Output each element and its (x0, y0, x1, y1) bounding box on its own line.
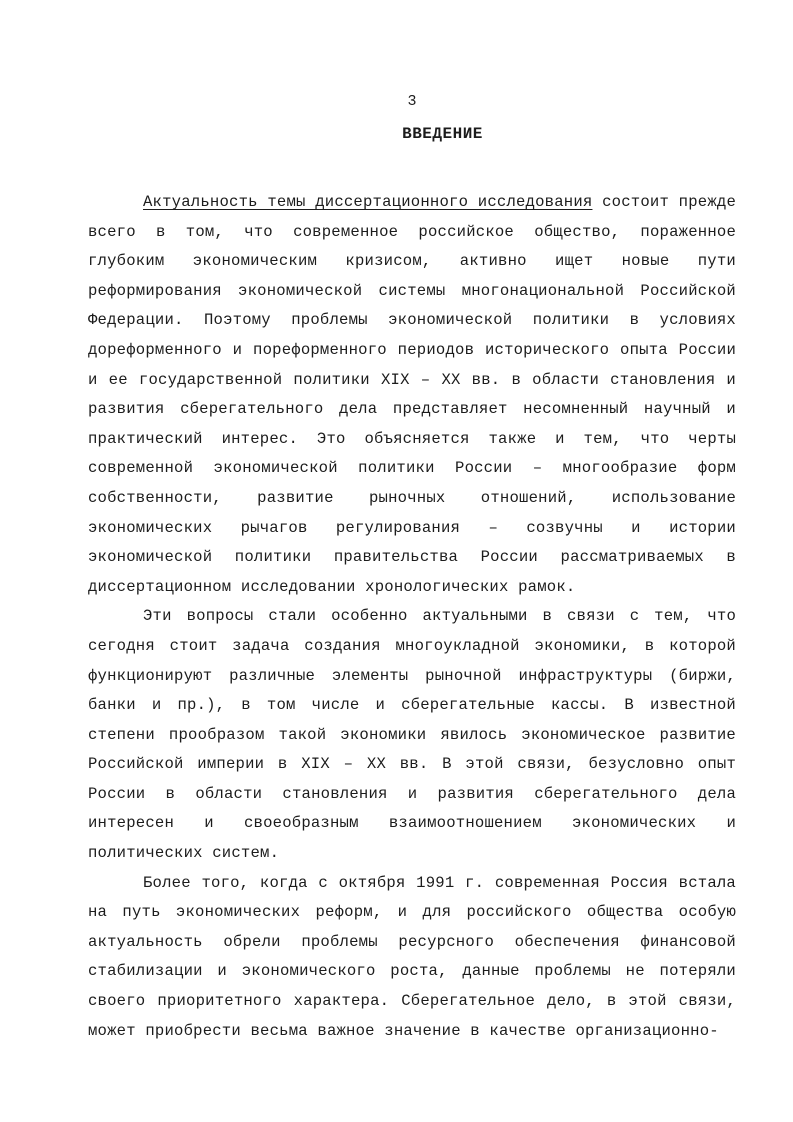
section-title: ВВЕДЕНИЕ (402, 125, 483, 143)
page-number: 3 (407, 93, 417, 110)
body-text (88, 188, 736, 1046)
paragraph-text: состоит прежде всего в том, что современное российское общество, пораженное глубоким экономическим кризисом, активно ищет новые пути реформирования экономической системы многонациональной Российской Федерации. Поэтому проблемы экономической политики в условиях дореформенного и пореформенного периодов исторического опыта России и ее государственной политики XIX – XX вв. в области становления и развития сберегательного дела представляет несомненный научный и практический интерес. Это объясняется также и тем, что черты современной экономической политики России – многообразие форм собственности, развитие рыночных отношений, использование экономических рычагов регулирования – созвучны и истории экономической политики правительства России рассматриваемых в диссертационном исследовании хронологических рамок. (88, 193, 736, 596)
relevance-lead-phrase: Актуальность темы диссертационного исследования (143, 193, 593, 211)
paragraph-relevance (88, 188, 736, 602)
paragraph-reforms: Более того, когда с октября 1991 г. современная Россия встала на путь экономических реформ, и для российского общества особую актуальность обрели проблемы ресурсного обеспечения финансовой стабилизации и экономического роста, данные проблемы не потеряли своего приоритетного характера. Сберегательное дело, в этой связи, может приобрести весьма важное значение в качестве организационно- (88, 873, 736, 1040)
paragraph-market-economy: Эти вопросы стали особенно актуальными в связи с тем, что сегодня стоит задача создания многоукладной экономики, в которой функционируют различные элементы рыночной инфраструктуры (биржи, банки и пр.), в том числе и сберегательные кассы. В известной степени прообразом такой экономики явилось экономическое развитие Российской империи в XIX – XX вв. В этой связи, безусловно опыт России в области становления и развития сберегательного дела интересен и своеобразным взаимоотношением экономических и политических систем. (88, 607, 736, 863)
